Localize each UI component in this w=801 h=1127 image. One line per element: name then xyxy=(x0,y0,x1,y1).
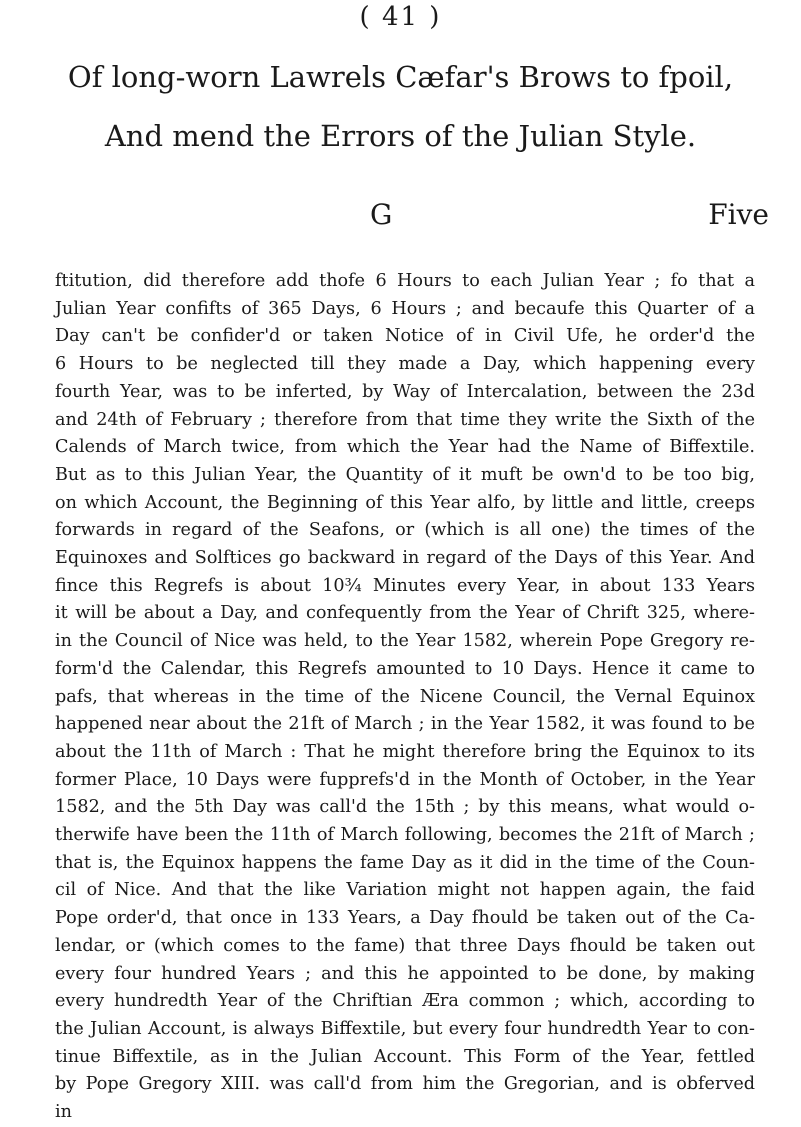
body-text xyxy=(55,268,755,1127)
body-line: fince this Regrefs is about 10¾ Minutes every Year, in about 133 Years xyxy=(55,575,755,596)
catchword: Five xyxy=(708,198,769,231)
body-line: it will be about a Day, and confequently from the Year of Chrift 325, where- xyxy=(55,603,755,624)
body-line: Julian Year confifts of 365 Days, 6 Hours ; and becaufe this Quarter of a xyxy=(55,298,755,319)
body-line: that is, the Equinox happens the fame Day as it did in the time of the Coun- xyxy=(55,852,755,873)
body-line: every hundredth Year of the Chriftian Æra common ; which, according to xyxy=(55,991,755,1012)
body-line: in the Council of Nice was held, to the Year 1582, wherein Pope Gregory re- xyxy=(55,631,755,652)
body-line: Equinoxes and Solftices go backward in regard of the Days of this Year. And xyxy=(55,548,755,569)
body-line: 6 Hours to be neglected till they made a Day, which happening every xyxy=(55,354,755,375)
body-line: cil of Nice. And that the like Variation might not happen again, the faid xyxy=(55,880,755,901)
verse-line-1: Of long-worn Lawrels Cæfar's Brows to fpoil, xyxy=(67,60,734,94)
body-line: lendar, or (which comes to the fame) that three Days fhould be taken out xyxy=(55,935,755,956)
body-line: form'd the Calendar, this Regrefs amounted to 10 Days. Hence it came to xyxy=(55,658,755,679)
body-line: former Place, 10 Days were fupprefs'd in the Month of October, in the Year xyxy=(55,769,755,790)
body-line: and 24th of February ; therefore from that time they write the Sixth of the xyxy=(55,409,755,430)
body-line: therwife have been the 11th of March following, becomes the 21ft of March ; xyxy=(55,825,755,846)
body-line: every four hundred Years ; and this he appointed to be done, by making xyxy=(55,963,755,984)
body-line: ftitution, did therefore add thofe 6 Hours to each Julian Year ; fo that a xyxy=(55,271,755,291)
verse-line-2: And mend the Errors of the Julian Style. xyxy=(104,119,697,153)
body-line: tinue Biffextile, as in the Julian Account. This Form of the Year, fettled xyxy=(55,1046,755,1067)
body-line: on which Account, the Beginning of this Year alfo, by little and little, creeps xyxy=(55,492,755,513)
body-line: happened near about the 21ft of March ; in the Year 1582, it was found to be xyxy=(55,714,755,735)
body-line: in xyxy=(55,1102,72,1123)
verse-block xyxy=(0,56,801,157)
body-line: about the 11th of March : That he might therefore bring the Equinox to its xyxy=(55,741,755,762)
body-line: Calends of March twice, from which the Year had the Name of Biffextile. xyxy=(55,437,755,458)
body-line: But as to this Julian Year, the Quantity of it muft be own'd to be too big, xyxy=(55,464,755,485)
body-line: forwards in regard of the Seafons, or (which is all one) the times of the xyxy=(55,520,755,541)
body-line: 1582, and the 5th Day was call'd the 15th ; by this means, what would o- xyxy=(55,797,755,818)
body-line: Day can't be confider'd or taken Notice of in Civil Ufe, he order'd the xyxy=(55,326,755,347)
body-line: the Julian Account, is always Biffextile, but every four hundredth Year to con- xyxy=(55,1018,755,1039)
body-line: pafs, that whereas in the time of the Nicene Council, the Vernal Equinox xyxy=(55,686,755,707)
body-line: fourth Year, was to be inferted, by Way of Intercalation, between the 23d xyxy=(55,381,755,402)
page-number: ( 41 ) xyxy=(359,2,442,32)
body-line: Pope order'd, that once in 133 Years, a Day fhould be taken out of the Ca- xyxy=(55,908,755,929)
body-line: by Pope Gregory XIII. was call'd from him the Gregorian, and is obferved xyxy=(55,1074,755,1095)
signature-mark: G xyxy=(370,198,393,231)
